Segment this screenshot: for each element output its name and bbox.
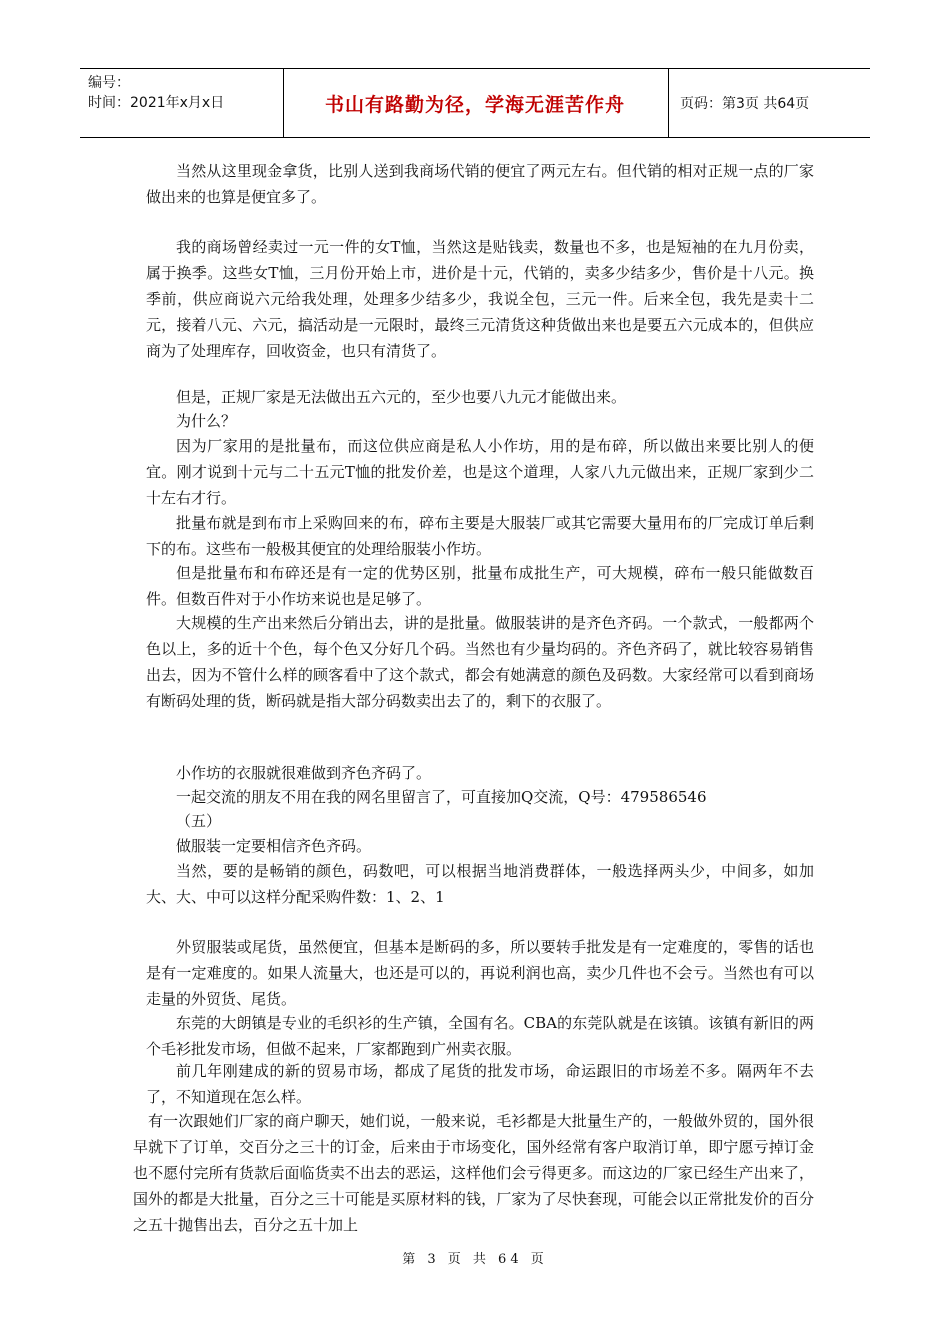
document-date-label: 时间：2021年x月x日 [88, 95, 225, 111]
paragraph: 当然从这里现金拿货，比别人送到我商场代销的便宜了两元左右。但代销的相对正规一点的厂家做出来的也算是便宜多了。 [146, 162, 814, 206]
paragraph: 小作坊的衣服就很难做到齐色齐码了。 [176, 764, 432, 782]
paragraph: 东莞的大朗镇是专业的毛织衫的生产镇，全国有名。CBA的东莞队就是在该镇。该镇有新旧的两个毛衫批发市场，但做不起来，厂家都跑到广州卖衣服。 [146, 1014, 814, 1058]
paragraph: 但是批量布和布碎还是有一定的优势区别，批量布成批生产，可大规模，碎布一般只能做数百件。但数百件对于小作坊来说也是足够了。 [146, 564, 814, 608]
paragraph: 但是，正规厂家是无法做出五六元的，至少也要八九元才能做出来。 [176, 388, 627, 406]
header-page-indicator: 页码：第3页 共64页 [680, 96, 810, 112]
paragraph: 大规模的生产出来然后分销出去，讲的是批量。做服装讲的是齐色齐码。一个款式，一般都两个色以上，多的近十个色，每个色又分好几个码。当然也有少量均码的。齐色齐码了，就比较容易销售出去，因为不管什么样的顾客看中了这个款式，都会有她满意的颜色及码数。大家经常可以看到商场有断码处理的货，断码就是指大部分码数卖出去了的，剩下的衣服了。 [146, 614, 814, 710]
paragraph: 一起交流的朋友不用在我的网名里留言了，可直接加Q交流，Q号：479586546 [176, 788, 707, 806]
paragraph: 为什么？ [176, 412, 237, 430]
paragraph: 批量布就是到布市上采购回来的布，碎布主要是大服装厂或其它需要大量用布的厂完成订单后剩下的布。这些布一般极其便宜的处理给服装小作坊。 [146, 514, 814, 558]
paragraph: 我的商场曾经卖过一元一件的女T恤，当然这是贴钱卖，数量也不多，也是短袖的在九月份卖，属于换季。这些女T恤，三月份开始上市，进价是十元，代销的，卖多少结多少，售价是十八元。换季前，供应商说六元给我处理，处理多少结多少，我说全包，三元一件。后来全包，我先是卖十二元，接着八元、六元，搞活动是一元限时，最终三元清货这种货做出来也是要五六元成本的，但供应商为了处理库存，回收资金，也只有清货了。 [146, 238, 814, 360]
document-number-label: 编号： [88, 75, 130, 91]
page-header [80, 68, 870, 138]
paragraph: 前几年刚建成的新的贸易市场，都成了尾货的批发市场，命运跟旧的市场差不多。隔两年不去了，不知道现在怎么样。 [146, 1062, 814, 1106]
header-divider-left [283, 69, 284, 137]
paragraph: 因为厂家用的是批量布，而这位供应商是私人小作坊，用的是布碎，所以做出来要比别人的便宜。刚才说到十元与二十五元T恤的批发价差，也是这个道理，人家八九元做出来，正规厂家到少二十左右才行。 [146, 437, 814, 507]
header-divider-right [668, 69, 669, 137]
section-heading: （五） [176, 812, 222, 830]
paragraph: 有一次跟她们厂家的商户聊天，她们说，一般来说，毛衫都是大批量生产的，一般做外贸的，国外很早就下了订单，交百分之三十的订金，后来由于市场变化，国外经常有客户取消订单，即宁愿亏掉订金也不愿付完所有货款后面临货卖不出去的恶运，这样他们会亏得更多。而这边的厂家已经生产出来了，国外的都是大批量，百分之三十可能是买原材料的钱，厂家为了尽快套现，可能会以正常批发价的百分之五十抛售出去，百分之五十加上 [133, 1112, 814, 1234]
page-footer: 第 3 页 共 64 页 [402, 1252, 548, 1267]
paragraph: 做服装一定要相信齐色齐码。 [176, 837, 372, 855]
header-motto: 书山有路勤为径，学海无涯苦作舟 [324, 93, 625, 116]
paragraph: 当然，要的是畅销的颜色，码数吧，可以根据当地消费群体，一般选择两头少，中间多，如加大、大、中可以这样分配采购件数：1、2、1 [146, 862, 814, 906]
header-meta [88, 73, 224, 113]
paragraph: 外贸服装或尾货，虽然便宜，但基本是断码的多，所以要转手批发是有一定难度的，零售的话也是有一定难度的。如果人流量大，也还是可以的，再说利润也高，卖少几件也不会亏。当然也有可以走量的外贸货、尾货。 [146, 938, 814, 1008]
